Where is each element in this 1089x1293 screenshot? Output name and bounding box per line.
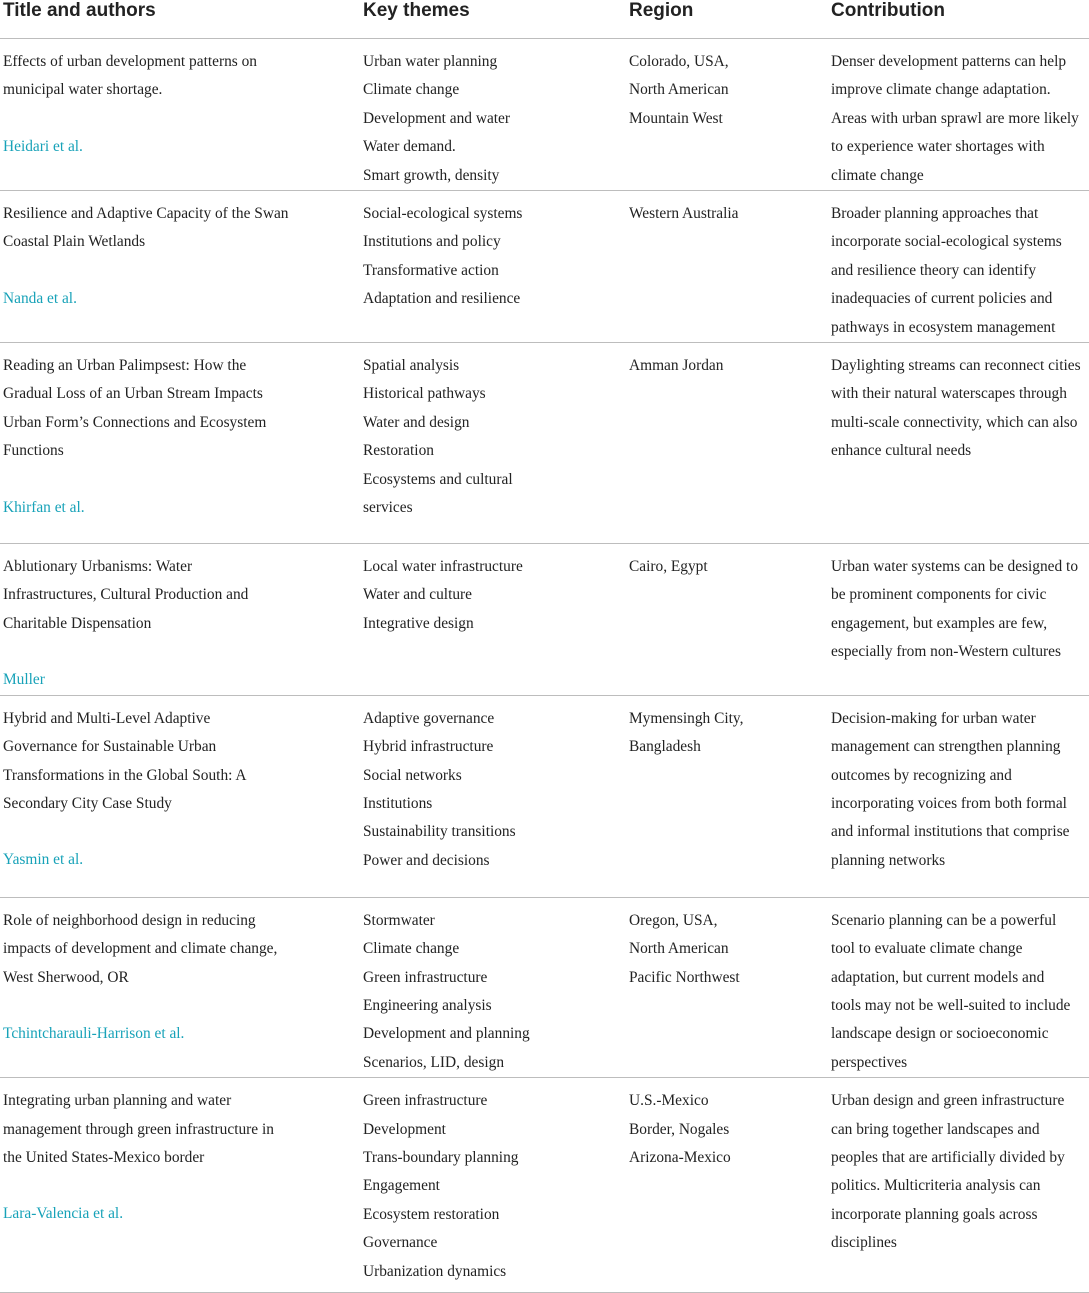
region-line: North American: [629, 940, 729, 958]
title-line: impacts of development and climate change,: [3, 940, 278, 958]
key-themes-cell: [360, 695, 626, 897]
contribution-line: engagement, but examples are few,: [831, 614, 1048, 632]
theme-item: Development and water: [363, 109, 511, 127]
region-line: Western Australia: [629, 205, 739, 223]
contribution-line: be prominent components for civic: [831, 586, 1047, 604]
theme-item: Sustainability transitions: [363, 823, 516, 841]
contribution-cell: [828, 544, 1089, 696]
region-cell: [626, 1078, 828, 1293]
contribution-cell: [828, 39, 1089, 191]
region-header: Region: [626, 0, 828, 39]
contribution-line: and informal institutions that comprise: [831, 823, 1070, 841]
contribution-line: incorporate planning goals across: [831, 1205, 1038, 1223]
contribution-line: improve climate change adaptation.: [831, 81, 1051, 99]
contribution-line: incorporate social-ecological systems: [831, 233, 1062, 251]
title-line: Ablutionary Urbanisms: Water: [3, 558, 193, 576]
contribution-line: multi-scale connectivity, which can also: [831, 413, 1078, 431]
contribution-line: Urban water systems can be designed to: [831, 558, 1079, 576]
theme-item: Ecosystem restoration: [363, 1205, 500, 1223]
theme-item: Water demand.: [363, 138, 456, 156]
region-line: North American: [629, 81, 729, 99]
title-line: Effects of urban development patterns on: [3, 53, 258, 70]
theme-item: Transformative action: [363, 261, 499, 279]
contribution-line: and resilience theory can identify: [831, 261, 1037, 279]
region-line: U.S.-Mexico: [629, 1092, 709, 1110]
title-line: Secondary City Case Study: [3, 794, 172, 812]
title-line: Coastal Plain Wetlands: [3, 233, 146, 251]
header-row: [0, 0, 1089, 39]
theme-item: Social-ecological systems: [363, 205, 523, 223]
theme-item: Engagement: [363, 1177, 440, 1195]
title-authors-cell: [0, 544, 360, 696]
title-authors-cell: [0, 695, 360, 897]
theme-item: Water and culture: [363, 586, 473, 604]
contribution-line: tool to evaluate climate change: [831, 940, 1023, 958]
theme-item: Development: [363, 1120, 446, 1138]
contribution-line: Areas with urban sprawl are more likely: [831, 109, 1079, 127]
title-authors-header: Title and authors: [0, 0, 360, 39]
theme-item: Local water infrastructure: [363, 558, 523, 576]
title-line: Integrating urban planning and water: [3, 1092, 232, 1110]
title-line: the United States-Mexico border: [3, 1148, 205, 1166]
title-line: Resilience and Adaptive Capacity of the Swan: [3, 205, 289, 223]
theme-item: Green infrastructure: [363, 968, 488, 986]
contribution-line: perspectives: [831, 1053, 908, 1071]
table-header: [0, 0, 1089, 39]
theme-item: Ecosystems and cultural: [363, 470, 513, 488]
contribution-header: Contribution: [828, 0, 1089, 39]
contribution-line: politics. Multicriteria analysis can: [831, 1177, 1041, 1195]
theme-item: Climate change: [363, 940, 460, 958]
region-cell: [626, 897, 828, 1077]
contribution-line: tools may not be well-suited to include: [831, 996, 1071, 1014]
table-row: [0, 191, 1089, 343]
theme-item: Social networks: [363, 766, 462, 784]
contribution-line: can bring together landscapes and: [831, 1120, 1040, 1138]
theme-item: Institutions and policy: [363, 233, 501, 251]
region-line: Pacific Northwest: [629, 968, 740, 986]
theme-item: Trans-boundary planning: [363, 1148, 519, 1166]
theme-item: Scenarios, LID, design: [363, 1053, 505, 1071]
contribution-line: enhance cultural needs: [831, 442, 972, 460]
contribution-line: to experience water shortages with: [831, 138, 1045, 156]
contribution-cell: [828, 191, 1089, 343]
contribution-line: management can strengthen planning: [831, 738, 1061, 756]
key-themes-cell: [360, 544, 626, 696]
contribution-line: landscape design or socioeconomic: [831, 1025, 1049, 1043]
region-line: Mymensingh City,: [629, 709, 744, 727]
title-line: Governance for Sustainable Urban: [3, 738, 217, 756]
contribution-cell: [828, 1078, 1089, 1293]
region-line: Colorado, USA,: [629, 53, 729, 70]
region-cell: [626, 343, 828, 544]
region-line: Bangladesh: [629, 738, 701, 756]
theme-item: Adaptive governance: [363, 709, 495, 727]
contribution-line: Scenario planning can be a powerful: [831, 911, 1057, 929]
title-line: Charitable Dispensation: [3, 614, 152, 632]
contribution-line: Broader planning approaches that: [831, 205, 1039, 223]
theme-item: Urban water planning: [363, 53, 498, 70]
title-line: Gradual Loss of an Urban Stream Impacts: [3, 385, 263, 403]
theme-item: Smart growth, density: [363, 166, 500, 184]
title-line: Hybrid and Multi-Level Adaptive: [3, 709, 211, 727]
region-line: Oregon, USA,: [629, 911, 718, 929]
table-row: [0, 897, 1089, 1077]
author-text: Khirfan et al.: [3, 498, 85, 516]
theme-item: Engineering analysis: [363, 996, 492, 1014]
table-row: [0, 544, 1089, 696]
contribution-line: climate change: [831, 166, 924, 184]
theme-item: Urbanization dynamics: [363, 1262, 507, 1280]
title-authors-cell: [0, 897, 360, 1077]
key-themes-cell: [360, 191, 626, 343]
region-line: Arizona-Mexico: [629, 1148, 731, 1166]
contribution-line: incorporating voices from both formal: [831, 794, 1067, 812]
title-line: Infrastructures, Cultural Production and: [3, 586, 249, 604]
title-line: municipal water shortage.: [3, 81, 163, 99]
contribution-line: pathways in ecosystem management: [831, 318, 1056, 336]
table-row: [0, 695, 1089, 897]
contribution-cell: [828, 695, 1089, 897]
region-line: Amman Jordan: [629, 357, 724, 375]
theme-item: Institutions: [363, 794, 433, 812]
theme-item: Integrative design: [363, 614, 474, 632]
title-line: Urban Form’s Connections and Ecosystem: [3, 413, 267, 431]
table-row: [0, 343, 1089, 544]
title-line: management through green infrastructure in: [3, 1120, 274, 1138]
theme-item: Climate change: [363, 81, 460, 99]
theme-item: Governance: [363, 1234, 438, 1252]
contribution-line: inadequacies of current policies and: [831, 290, 1053, 308]
contribution-line: disciplines: [831, 1234, 897, 1252]
region-cell: [626, 39, 828, 191]
author-text: Yasmin et al.: [3, 851, 84, 869]
author-text: Tchintcharauli-Harrison et al.: [3, 1024, 185, 1042]
contribution-line: peoples that are artificially divided by: [831, 1148, 1065, 1166]
theme-item: Development and planning: [363, 1025, 530, 1043]
key-themes-cell: [360, 39, 626, 191]
table-row: [0, 1078, 1089, 1293]
title-line: Role of neighborhood design in reducing: [3, 911, 256, 929]
contribution-line: with their natural waterscapes through: [831, 385, 1067, 403]
contribution-line: Decision-making for urban water: [831, 709, 1036, 727]
contribution-cell: [828, 897, 1089, 1077]
theme-item: Power and decisions: [363, 851, 490, 869]
key-themes-cell: [360, 1078, 626, 1293]
title-line: Transformations in the Global South: A: [3, 766, 247, 784]
title-authors-cell: [0, 39, 360, 191]
theme-item: Spatial analysis: [363, 357, 460, 375]
key-themes-cell: [360, 897, 626, 1077]
contribution-line: Denser development patterns can help: [831, 53, 1067, 70]
theme-item: Historical pathways: [363, 385, 486, 403]
author-text: Muller: [3, 671, 45, 689]
theme-item: services: [363, 499, 413, 517]
contribution-line: adaptation, but current models and: [831, 968, 1045, 986]
region-line: Cairo, Egypt: [629, 558, 708, 576]
title-line: Functions: [3, 442, 64, 460]
title-authors-cell: [0, 1078, 360, 1293]
table-row: [0, 39, 1089, 191]
key-themes-header: Key themes: [360, 0, 626, 39]
table-body: [0, 39, 1089, 1293]
region-cell: [626, 695, 828, 897]
title-authors-cell: [0, 191, 360, 343]
theme-item: Restoration: [363, 442, 434, 460]
theme-item: Adaptation and resilience: [363, 290, 521, 308]
theme-item: Water and design: [363, 413, 470, 431]
author-text: Lara-Valencia et al.: [3, 1205, 124, 1223]
title-line: Reading an Urban Palimpsest: How the: [3, 357, 247, 375]
title-authors-cell: [0, 343, 360, 544]
contribution-line: Urban design and green infrastructure: [831, 1092, 1065, 1110]
contribution-line: especially from non-Western cultures: [831, 643, 1061, 661]
contribution-cell: [828, 343, 1089, 544]
theme-item: Green infrastructure: [363, 1092, 488, 1110]
theme-item: Hybrid infrastructure: [363, 738, 494, 756]
contribution-line: planning networks: [831, 851, 946, 869]
author-text: Nanda et al.: [3, 289, 77, 307]
region-cell: [626, 191, 828, 343]
region-line: Mountain West: [629, 109, 723, 127]
theme-item: Stormwater: [363, 911, 435, 929]
region-line: Border, Nogales: [629, 1120, 730, 1138]
key-themes-cell: [360, 343, 626, 544]
author-text: Heidari et al.: [3, 137, 83, 155]
contribution-line: Daylighting streams can reconnect cities: [831, 357, 1081, 375]
contribution-line: outcomes by recognizing and: [831, 766, 1012, 784]
title-line: West Sherwood, OR: [3, 968, 129, 986]
region-cell: [626, 544, 828, 696]
